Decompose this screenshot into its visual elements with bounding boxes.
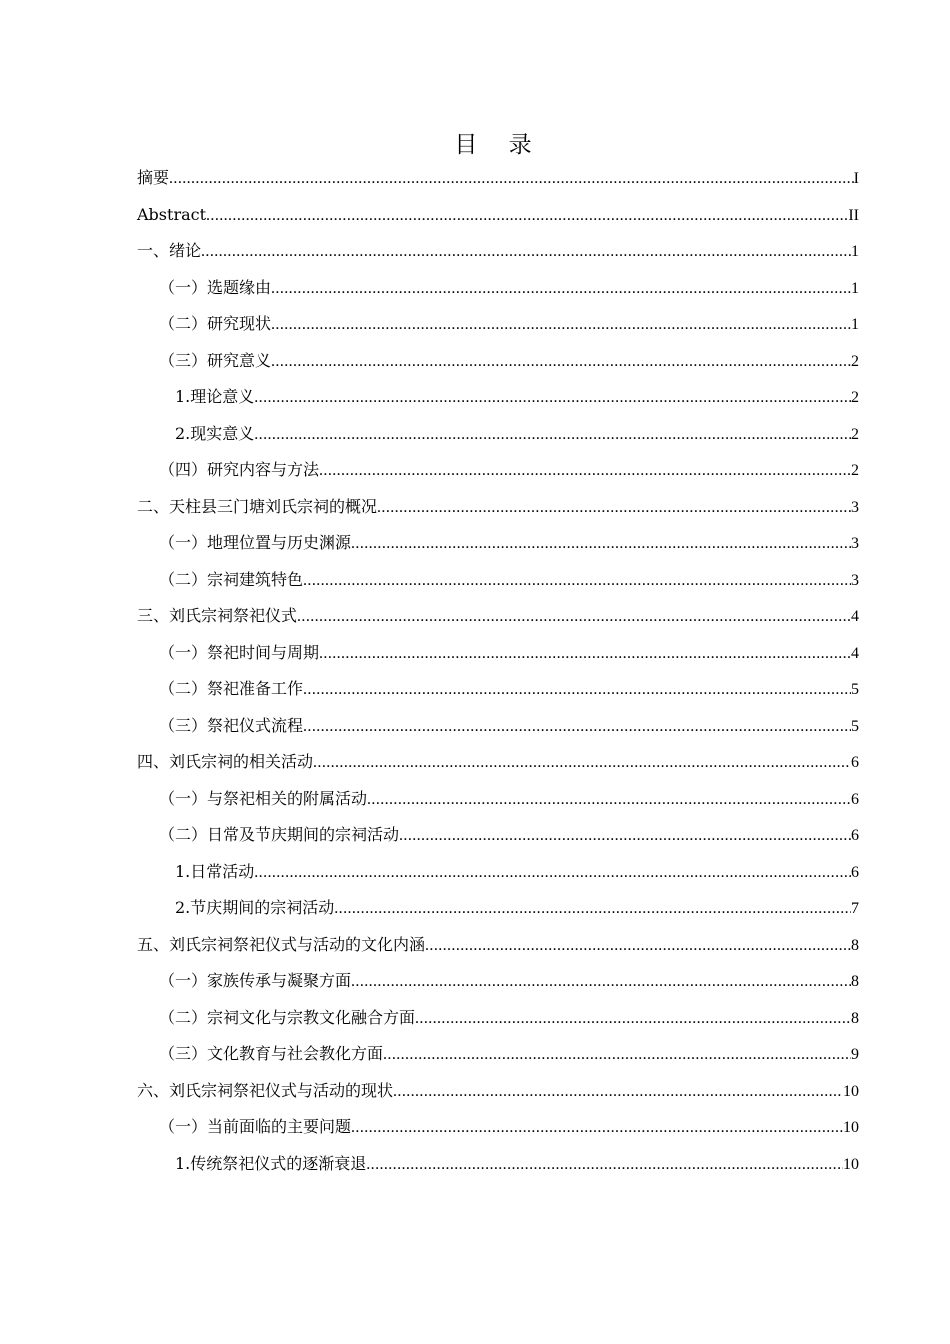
toc-entry-page: 10 [843, 1119, 859, 1136]
toc-entry[interactable] [137, 969, 859, 1006]
toc-entry-page: 6 [851, 863, 859, 881]
toc-entry-page: 5 [851, 681, 859, 698]
toc-entry-page: 2 [851, 352, 859, 370]
toc-entry[interactable] [137, 787, 859, 824]
toc-entry-label: （一）祭祀时间与周期 [159, 642, 320, 662]
toc-entry[interactable] [137, 1006, 859, 1043]
toc-entry[interactable] [137, 531, 859, 568]
table-of-contents [137, 166, 859, 1188]
toc-entry-page: 3 [851, 571, 859, 589]
toc-entry-page: 7 [851, 900, 859, 917]
dot-leader [366, 1153, 843, 1177]
toc-entry-page: 6 [851, 827, 859, 844]
dot-leader [313, 751, 851, 775]
dot-leader [297, 605, 851, 629]
toc-entry[interactable] [137, 349, 859, 386]
toc-entry-label: 五、刘氏宗祠祭祀仪式与活动的文化内涵 [137, 934, 426, 954]
toc-entry-page: 6 [851, 790, 859, 808]
toc-entry-label: 1.日常活动 [175, 861, 255, 881]
toc-entry-page: 5 [851, 717, 859, 735]
toc-entry[interactable] [137, 276, 859, 313]
toc-entry-page: 3 [851, 498, 859, 516]
dot-leader [271, 277, 851, 301]
toc-entry[interactable] [137, 166, 859, 203]
dot-leader [319, 459, 851, 483]
toc-entry[interactable] [137, 860, 859, 897]
toc-entry[interactable] [137, 203, 859, 240]
toc-entry[interactable] [137, 714, 859, 751]
dot-leader [351, 532, 851, 556]
dot-leader [271, 313, 851, 337]
toc-entry-page: 9 [851, 1046, 859, 1063]
toc-entry[interactable] [137, 239, 859, 276]
toc-entry-label: （三）文化教育与社会教化方面 [159, 1044, 384, 1063]
toc-title: 目 录 [454, 132, 544, 158]
toc-entry[interactable] [137, 896, 859, 933]
toc-entry[interactable] [137, 1042, 859, 1079]
dot-leader [393, 1080, 843, 1104]
toc-entry-label: （一）地理位置与历史渊源 [159, 533, 352, 552]
toc-entry[interactable] [137, 641, 859, 678]
toc-entry[interactable] [137, 385, 859, 422]
toc-entry-label: （一）当前面临的主要问题 [159, 1117, 352, 1136]
toc-entry-label: 一、绪论 [137, 241, 202, 260]
toc-entry-page: I [853, 170, 859, 187]
toc-entry[interactable] [137, 1079, 859, 1116]
toc-entry-page: 4 [851, 608, 859, 625]
toc-entry-label: （二）宗祠文化与宗教文化融合方面 [159, 1007, 416, 1027]
toc-entry-page: 1 [851, 279, 859, 297]
dot-leader [303, 678, 851, 702]
toc-entry-page: 8 [851, 936, 859, 954]
toc-entry-label: （二）宗祠建筑特色 [159, 569, 304, 589]
toc-entry[interactable] [137, 495, 859, 532]
toc-entry-page: 2 [851, 462, 859, 479]
toc-entry-page: 8 [851, 973, 859, 990]
dot-leader [169, 167, 854, 191]
toc-entry[interactable] [137, 823, 859, 860]
dot-leader [383, 1043, 851, 1067]
toc-entry-label: 二、天柱县三门塘刘氏宗祠的概况 [137, 496, 378, 516]
toc-entry-label: （一）与祭祀相关的附属活动 [159, 788, 368, 808]
toc-entry[interactable] [137, 312, 859, 349]
toc-entry-page: 2 [851, 389, 859, 406]
toc-entry-label: （三）祭祀仪式流程 [159, 715, 304, 735]
dot-leader [206, 204, 848, 228]
toc-entry-label: 四、刘氏宗祠的相关活动 [137, 752, 314, 771]
toc-entry-label: 1.理论意义 [175, 387, 255, 406]
dot-leader [351, 970, 851, 994]
dot-leader [303, 715, 851, 739]
dot-leader [201, 240, 851, 264]
toc-entry-page: 10 [843, 1082, 859, 1100]
toc-entry-label: （二）日常及节庆期间的宗祠活动 [159, 825, 400, 844]
toc-entry[interactable] [137, 750, 859, 787]
dot-leader [415, 1007, 851, 1031]
toc-entry[interactable] [137, 933, 859, 970]
toc-entry-label: （一）家族传承与凝聚方面 [159, 971, 352, 990]
toc-entry-page: 1 [851, 243, 859, 260]
toc-entry-label: 三、刘氏宗祠祭祀仪式 [137, 606, 298, 625]
toc-entry-page: 6 [851, 754, 859, 771]
toc-entry-label: 摘要 [137, 168, 170, 187]
toc-entry-label: （一）选题缘由 [159, 277, 272, 297]
toc-entry-label: 1.传统祭祀仪式的逐渐衰退 [175, 1153, 367, 1173]
toc-entry-page: 4 [851, 644, 859, 662]
toc-entry[interactable] [137, 422, 859, 459]
dot-leader [351, 1116, 843, 1140]
toc-entry[interactable] [137, 1115, 859, 1152]
dot-leader [367, 788, 851, 812]
toc-entry-label: 六、刘氏宗祠祭祀仪式与活动的现状 [137, 1080, 394, 1100]
dot-leader [334, 897, 851, 921]
toc-entry[interactable] [137, 1152, 859, 1189]
toc-entry[interactable] [137, 677, 859, 714]
dot-leader [425, 934, 851, 958]
toc-entry[interactable] [137, 458, 859, 495]
dot-leader [254, 861, 851, 885]
dot-leader [271, 350, 851, 374]
toc-entry-label: （四）研究内容与方法 [159, 460, 320, 479]
toc-entry-page: 3 [851, 535, 859, 552]
toc-entry-label: 2.节庆期间的宗祠活动 [175, 898, 335, 917]
dot-leader [254, 423, 851, 447]
dot-leader [254, 386, 851, 410]
toc-entry-label: Abstract [137, 204, 207, 224]
dot-leader [377, 496, 851, 520]
toc-entry-page: 1 [851, 316, 859, 333]
dot-leader [319, 642, 851, 666]
dot-leader [303, 569, 851, 593]
toc-entry[interactable] [137, 604, 859, 641]
toc-entry-label: （二）研究现状 [159, 314, 272, 333]
toc-entry-label: （二）祭祀准备工作 [159, 679, 304, 698]
toc-entry-label: 2.现实意义 [175, 423, 255, 443]
toc-entry-page: 10 [843, 1155, 859, 1173]
toc-entry-page: 2 [851, 425, 859, 443]
toc-entry-page: II [848, 206, 859, 224]
toc-entry-page: 8 [851, 1009, 859, 1027]
toc-entry[interactable] [137, 568, 859, 605]
dot-leader [399, 824, 851, 848]
toc-entry-label: （三）研究意义 [159, 350, 272, 370]
